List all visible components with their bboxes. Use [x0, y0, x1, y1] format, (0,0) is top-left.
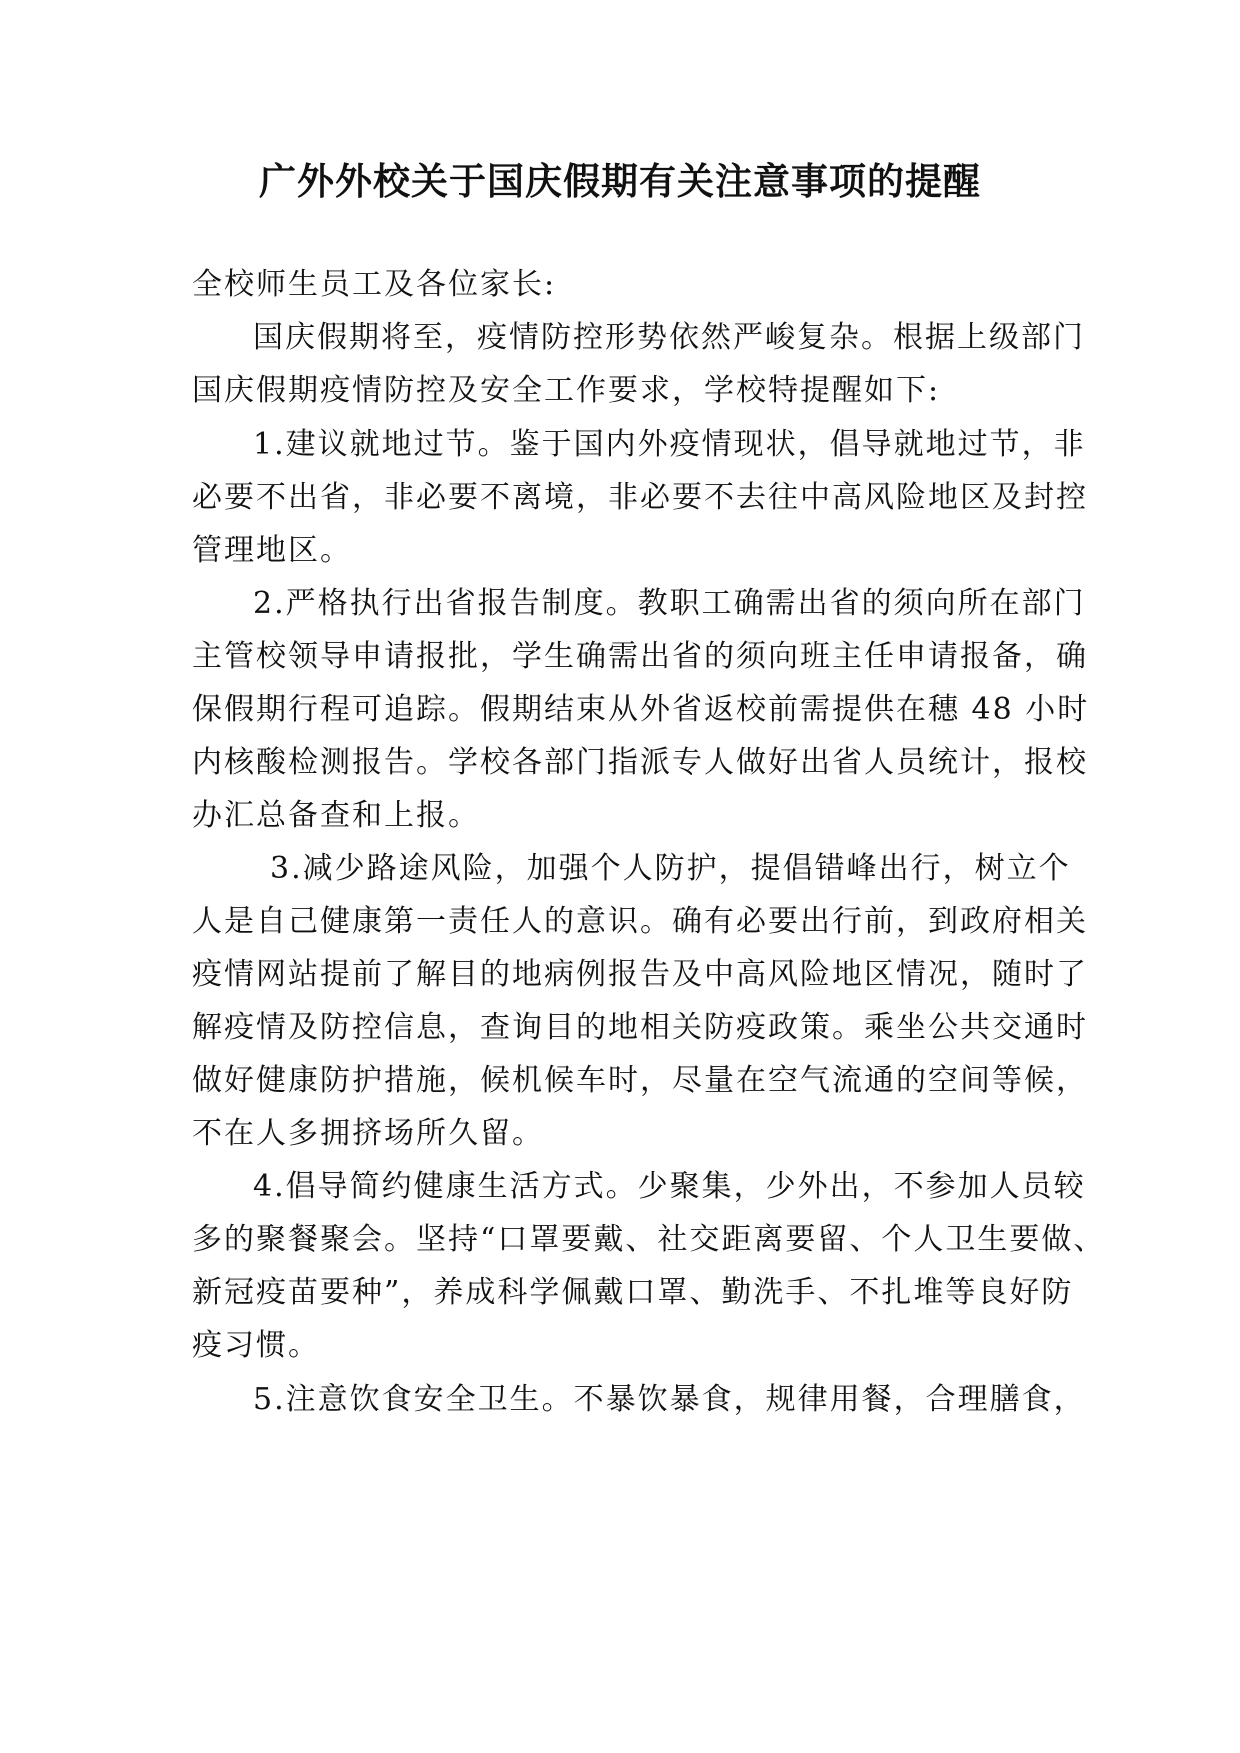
item-4-line-4: 疫习惯。: [192, 1328, 320, 1363]
item-3-line-3: 疫情网站提前了解目的地病例报告及中高风险地区情况，随时了: [192, 957, 1088, 992]
item-3-line-5: 做好健康防护措施，候机候车时，尽量在空气流通的空间等候，: [192, 1063, 1088, 1098]
salutation-line: 全校师生员工及各位家长:: [192, 267, 557, 302]
item-4-line-2: 多的聚餐聚会。坚持“口罩要戴、社交距离要留、个人卫生要做、: [192, 1222, 1106, 1257]
item-4-line-1: 4.倡导简约健康生活方式。少聚集，少外出，不参加人员较: [253, 1169, 1086, 1204]
item-5-line-1: 5.注意饮食安全卫生。不暴饮暴食，规律用餐，合理膳食，: [253, 1382, 1086, 1417]
item-2-line-1: 2.严格执行出省报告制度。教职工确需出省的须向所在部门: [253, 586, 1086, 621]
item-2-line-3: 保假期行程可追踪。假期结束从外省返校前需提供在穗 48 小时: [192, 692, 1090, 727]
item-1-line-3: 管理地区。: [192, 533, 352, 568]
intro-line-2: 国庆假期疫情防控及安全工作要求，学校特提醒如下:: [192, 373, 941, 408]
item-3-line-2: 人是自己健康第一责任人的意识。确有必要出行前，到政府相关: [192, 904, 1088, 939]
item-1-line-2: 必要不出省，非必要不离境，非必要不去往中高风险地区及封控: [192, 480, 1088, 515]
item-2-line-2: 主管校领导申请报批，学生确需出省的须向班主任申请报备，确: [192, 639, 1088, 674]
item-2-line-4: 内核酸检测报告。学校各部门指派专人做好出省人员统计，报校: [192, 745, 1088, 780]
item-3-line-1: 3.减少路途风险，加强个人防护，提倡错峰出行，树立个: [270, 851, 1071, 886]
item-1-line-1: 1.建议就地过节。鉴于国内外疫情现状，倡导就地过节，非: [253, 427, 1086, 462]
item-4-line-3: 新冠疫苗要种”，养成科学佩戴口罩、勤洗手、不扎堆等良好防: [192, 1275, 1074, 1310]
item-3-line-4: 解疫情及防控信息，查询目的地相关防疫政策。乘坐公共交通时: [192, 1010, 1088, 1045]
intro-line-1: 国庆假期将至，疫情防控形势依然严峻复杂。根据上级部门: [253, 320, 1085, 355]
document-title: 广外外校关于国庆假期有关注意事项的提醒: [259, 159, 981, 203]
item-2-line-5: 办汇总备查和上报。: [192, 798, 480, 833]
item-3-line-6: 不在人多拥挤场所久留。: [192, 1116, 544, 1151]
